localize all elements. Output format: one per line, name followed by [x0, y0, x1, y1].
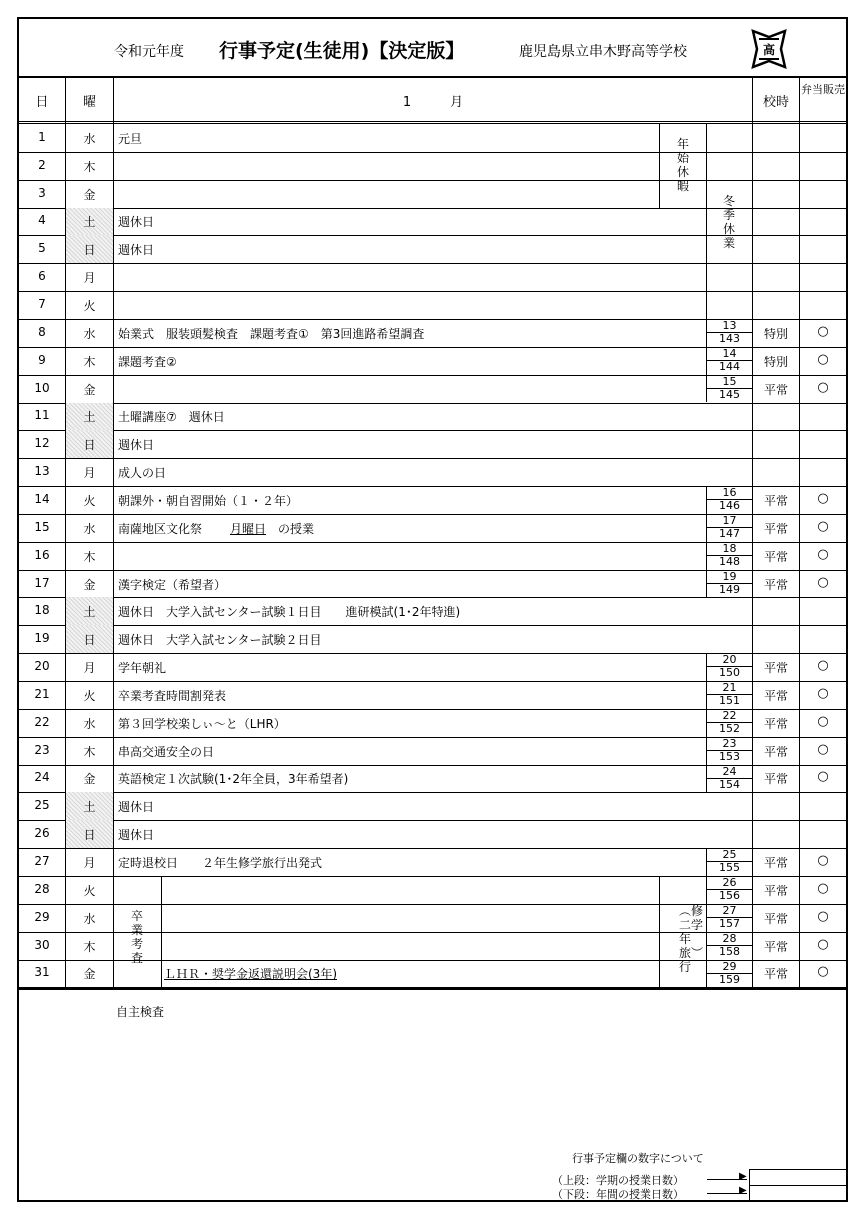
event-text: 第３回学校楽しぃ～と（LHR） [118, 716, 286, 731]
weekday: 日 [83, 633, 96, 648]
event-suffix: の授業 [278, 521, 315, 536]
legend-upper: （上段：学期の授業日数） [552, 1174, 684, 1187]
lunch-sale-mark: ○ [817, 658, 829, 674]
lunch-sale-mark: ○ [817, 351, 829, 367]
year-day-count: 151 [719, 694, 740, 707]
day-number: 2 [38, 157, 46, 172]
weekday: 日 [83, 828, 96, 843]
day-number: 22 [34, 714, 50, 729]
event-underlined: 月曜日 [230, 521, 267, 536]
period-type: 特別 [763, 326, 788, 341]
weekday: 火 [83, 493, 96, 508]
event-text: 週休日 [118, 800, 155, 815]
weekday: 木 [83, 939, 96, 954]
lunch-sale-mark: ○ [817, 880, 829, 896]
weekday: 日 [83, 243, 96, 258]
day-number: 27 [34, 854, 50, 869]
year-day-count: 144 [719, 359, 740, 373]
year-day-count: 152 [719, 721, 740, 735]
event-text: 南薩地区文化祭 [118, 521, 203, 536]
period-type: 平常 [763, 744, 788, 759]
period-type: 平常 [763, 911, 788, 926]
period-type: 平常 [763, 856, 788, 871]
year-day-count: 159 [719, 972, 740, 986]
day-number: 24 [34, 770, 50, 785]
event-text: 学年朝礼 [118, 661, 167, 676]
weekday: 日 [83, 438, 96, 453]
weekday: 水 [83, 131, 96, 146]
day-number: 13 [34, 464, 50, 479]
new-year-break-label: 年始休暇 [676, 137, 689, 193]
year-day-count: 146 [719, 499, 740, 513]
year-day-count: 154 [719, 777, 740, 791]
weekday: 月 [83, 661, 96, 676]
table-row [19, 263, 846, 291]
day-number: 28 [34, 881, 50, 896]
day-number: 29 [34, 909, 50, 924]
day-number: 19 [34, 631, 50, 646]
lunch-sale-mark: ○ [817, 518, 829, 534]
year-day-count: 156 [719, 888, 740, 902]
period-type: 平常 [763, 967, 788, 982]
term-day-count: 20 [722, 653, 737, 667]
weekday: 土 [83, 800, 96, 815]
year-day-count: 157 [719, 916, 740, 930]
weekday: 土 [83, 605, 96, 620]
col-period-header: 校時 [762, 95, 789, 110]
day-number: 26 [34, 826, 50, 841]
weekday: 水 [83, 326, 96, 341]
school-emblem-icon [749, 27, 789, 71]
year-day-count: 148 [719, 554, 740, 568]
term-day-count: 22 [722, 708, 737, 722]
day-number: 8 [38, 324, 46, 339]
weekday: 金 [83, 772, 96, 787]
lunch-sale-mark: ○ [817, 964, 829, 980]
graduation-exam-label: 卒業考査 [130, 909, 143, 965]
term-day-count: 21 [722, 681, 737, 694]
year-day-count: 145 [719, 387, 740, 401]
period-type: 平常 [763, 939, 788, 954]
period-type: 平常 [763, 521, 788, 536]
table-row [19, 152, 846, 180]
period-type: 平常 [763, 688, 788, 703]
fiscal-year: 令和元年度 [114, 44, 184, 60]
col-weekday-header: 曜 [82, 95, 96, 110]
day-number: 10 [34, 380, 50, 395]
event-text: 週休日 大学入試センター試験１日目 進研模試(1･2年特進) [118, 605, 461, 620]
event-text: 漢字検定（希望者） [118, 577, 227, 592]
col-lunch-header: 弁当販売 [801, 83, 845, 96]
year-day-count: 147 [719, 526, 740, 540]
weekday: 水 [83, 716, 96, 731]
weekday: 木 [83, 549, 96, 564]
lunch-sale-mark: ○ [817, 685, 829, 701]
svg-text:高: 高 [762, 43, 776, 57]
event-text: 課題考査② [118, 354, 177, 369]
weekday: 木 [83, 159, 96, 174]
event-text: 成人の日 [118, 466, 167, 481]
event-text: 週休日 [118, 438, 155, 453]
period-type: 平常 [763, 772, 788, 787]
day-number: 15 [34, 519, 50, 534]
weekday: 土 [83, 215, 96, 230]
event-text: 英語検定１次試験(1･2年全員，3年希望者) [118, 772, 349, 787]
weekday: 金 [83, 577, 96, 592]
event-text: 週休日 大学入試センター試験２日目 [118, 633, 322, 648]
weekday: 木 [83, 744, 96, 759]
schedule-sheet: 令和元年度 行事予定(生徒用)【決定版】 鹿児島県立串木野高等学校 高 日 曜 1 月 校時 弁当販売 1 水 元旦 2 木 3 金 4 土 週休日 5 日 週休日 6 月 7 火 8 水 始業式 服装頭髪検査 課題考査① 第3回進路希望調査 13 143 特別 ○ 9 木 課題考査② 14 144 特別 ○ 10 金 15 145 平常 ○ 11 土 土曜講座⑦ 週休日 12 日 週休日 13 月 成人の日 14 火 朝課外・朝自習開始（１・２年） 16 146 平常 ○ 15 水 南薩地区文化祭 月曜日 の授業 17 147 平常 ○ 16 木 18 148 平常 ○ 17 金 漢字検定（希望者） 19 149 平常 ○ 18 土 週休日 大学入試センター試験１日目 進研模試(1･2年特進) 19 日 週休日 大学入試センター試験２日目 20 月 学年朝礼 20 150 平常 ○ 21 火 卒業考査時間割発表 21 151 平常 ○ 22 水 第３回学校楽しぃ～と（LHR） 22 152 平常 ○ 23 木 串高交通安全の日 23 153 平常 ○ 24 金 英語検定１次試験(1･2年全員，3年希望者) 24 154 平常 ○ 25 土 週休日 26 日 週休日 27 月 定時退校日 ２年生修学旅行出発式 25 155 平常 ○ 28 火 26 156 平常 ○ 29 水 27 157 平常 ○ 30 木 28 158 平常 ○ 31 金 ＬＨＲ・奨学金返還説明会(3年) 29 159 平常 ○ 年始休暇 冬季休業 卒業考査 ︵修二学年旅︶行 自主検査 行事予定欄の数字について （上段：学期の授業日数） （下段：年間の授業日数） ▶ ▶ [17, 17, 848, 1202]
period-type: 平常 [763, 577, 788, 592]
weekday: 金 [83, 187, 96, 202]
legend-lower: （下段：年間の授業日数） [552, 1188, 684, 1201]
day-number: 31 [34, 965, 50, 980]
winter-break-label: 冬季休業 [722, 194, 735, 250]
year-day-count: 155 [719, 861, 740, 875]
day-number: 7 [38, 297, 46, 312]
lunch-sale-mark: ○ [817, 741, 829, 757]
year-day-count: 153 [719, 749, 740, 763]
event-text: 朝課外・朝自習開始（１・２年） [118, 493, 299, 508]
weekday: 月 [83, 856, 96, 871]
weekday: 金 [83, 967, 96, 982]
school-trip-label: ︵修二学年旅︶行 [679, 904, 704, 974]
event-text: 元旦 [118, 131, 143, 146]
event-text: 卒業考査時間割発表 [118, 688, 227, 703]
table-row [19, 124, 846, 152]
col-month-header: 1 月 [402, 95, 464, 110]
lunch-sale-mark: ○ [817, 853, 829, 869]
day-number: 1 [38, 129, 46, 144]
term-day-count: 16 [722, 486, 737, 500]
day-number: 16 [34, 547, 50, 562]
day-number: 25 [34, 798, 50, 813]
event-text: 串高交通安全の日 [118, 744, 215, 759]
event-text: ＬＨＲ・奨学金返還説明会(3年) [164, 967, 337, 982]
year-day-count: 143 [719, 331, 740, 345]
day-number: 6 [38, 269, 46, 284]
event-text: 土曜講座⑦ 週休日 [118, 410, 225, 425]
weekday: 水 [83, 911, 96, 926]
day-number: 21 [34, 686, 50, 701]
lunch-sale-mark: ○ [817, 546, 829, 562]
term-day-count: 27 [722, 903, 737, 917]
page-title: 行事予定(生徒用)【決定版】 [219, 40, 465, 62]
event-text: 定時退校日 ２年生修学旅行出発式 [118, 856, 323, 871]
col-day-header: 日 [35, 95, 49, 110]
day-number: 11 [34, 408, 50, 423]
term-day-count: 24 [722, 764, 737, 778]
lunch-sale-mark: ○ [817, 379, 829, 395]
weekday: 火 [83, 883, 96, 898]
day-number: 18 [34, 603, 50, 618]
day-number: 23 [34, 742, 50, 757]
lunch-sale-mark: ○ [817, 769, 829, 785]
period-type: 特別 [763, 354, 788, 369]
term-day-count: 14 [722, 346, 737, 360]
table-row [19, 291, 846, 319]
day-number: 17 [34, 575, 50, 590]
event-text: 週休日 [118, 243, 155, 258]
day-number: 5 [38, 241, 46, 256]
day-number: 14 [34, 491, 50, 506]
day-number: 20 [34, 659, 50, 674]
day-number: 3 [38, 185, 46, 200]
weekday: 金 [83, 382, 96, 397]
lunch-sale-mark: ○ [817, 908, 829, 924]
year-day-count: 150 [719, 666, 740, 680]
period-type: 平常 [763, 661, 788, 676]
weekday: 火 [83, 299, 96, 314]
lunch-sale-mark: ○ [817, 490, 829, 506]
term-day-count: 15 [722, 374, 737, 388]
lunch-sale-mark: ○ [817, 574, 829, 590]
term-day-count: 28 [722, 931, 737, 945]
term-day-count: 25 [722, 848, 737, 862]
day-number: 9 [38, 352, 46, 367]
term-day-count: 29 [722, 959, 737, 973]
term-day-count: 17 [722, 513, 737, 527]
weekday: 木 [83, 354, 96, 369]
term-day-count: 26 [722, 875, 737, 889]
day-number: 4 [38, 213, 46, 228]
self-study-note: 自主検査 [116, 1005, 165, 1019]
period-type: 平常 [763, 549, 788, 564]
event-text: 週休日 [118, 828, 155, 843]
term-day-count: 19 [722, 569, 737, 583]
year-day-count: 149 [719, 582, 740, 596]
period-type: 平常 [763, 716, 788, 731]
weekday: 土 [83, 410, 96, 425]
legend-title: 行事予定欄の数字について [572, 1152, 704, 1165]
lunch-sale-mark: ○ [817, 936, 829, 952]
lunch-sale-mark: ○ [817, 713, 829, 729]
term-day-count: 13 [722, 318, 737, 332]
weekday: 月 [83, 271, 96, 286]
weekday: 水 [83, 521, 96, 536]
day-number: 30 [34, 937, 50, 952]
term-day-count: 18 [722, 541, 737, 555]
weekday: 月 [83, 466, 96, 481]
weekday: 火 [83, 688, 96, 703]
school-name: 鹿児島県立串木野高等学校 [519, 44, 687, 60]
year-day-count: 158 [719, 944, 740, 958]
lunch-sale-mark: ○ [817, 323, 829, 339]
event-text: 週休日 [118, 215, 155, 230]
event-text: 始業式 服装頭髪検査 課題考査① 第3回進路希望調査 [118, 326, 425, 341]
day-number: 12 [34, 436, 50, 451]
period-type: 平常 [763, 883, 788, 898]
period-type: 平常 [763, 382, 788, 397]
term-day-count: 23 [722, 736, 737, 750]
period-type: 平常 [763, 493, 788, 508]
